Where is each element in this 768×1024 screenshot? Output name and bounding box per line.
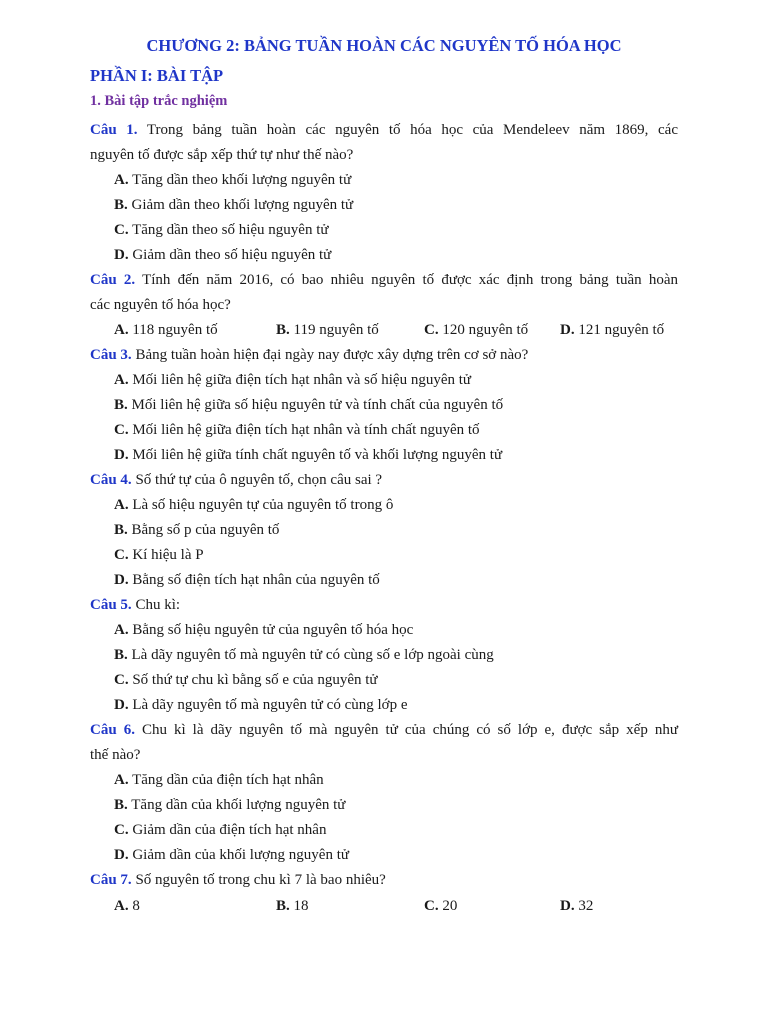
option-letter: B. xyxy=(114,647,128,663)
option-letter: A. xyxy=(114,322,129,338)
question-1-option-a xyxy=(114,171,351,189)
question-7-option-c xyxy=(424,897,457,915)
option-text: Tăng dần của khối lượng nguyên tử xyxy=(131,797,346,813)
option-text: Tăng dần theo số hiệu nguyên tử xyxy=(132,222,329,238)
question-2-option-d xyxy=(560,321,664,339)
question-2-option-a xyxy=(114,321,218,339)
question-6-option-a xyxy=(114,771,324,789)
question-5-line-1 xyxy=(90,596,678,614)
option-text: Số thứ tự chu kì bằng số e của nguyên tử xyxy=(132,672,378,688)
question-4-option-d xyxy=(114,571,380,589)
question-6-label: Câu 6. xyxy=(90,722,135,738)
option-text: Tăng dần của điện tích hạt nhân xyxy=(132,772,324,788)
option-text: Là dãy nguyên tố mà nguyên tử có cùng lớp e xyxy=(132,697,408,713)
question-1-line-1 xyxy=(90,121,678,139)
option-text: 119 nguyên tố xyxy=(293,322,379,338)
option-letter: A. xyxy=(114,898,129,914)
question-6-option-c xyxy=(114,821,326,839)
question-2-label: Câu 2. xyxy=(90,272,136,288)
option-text: Tăng dần theo khối lượng nguyên tử xyxy=(132,172,352,188)
question-1-line-2: nguyên tố được sắp xếp thứ tự như thế nào? xyxy=(90,147,354,163)
option-letter: C. xyxy=(424,898,439,914)
option-text: Bằng số p của nguyên tố xyxy=(131,522,280,538)
option-letter: D. xyxy=(560,898,575,914)
question-4-option-c xyxy=(114,546,204,564)
option-text: Giảm dần theo số hiệu nguyên tử xyxy=(132,247,332,263)
option-letter: B. xyxy=(114,197,128,213)
question-2-line-2: các nguyên tố hóa học? xyxy=(90,297,231,313)
question-7-option-a xyxy=(114,897,140,915)
question-7-text: Số nguyên tố trong chu kì 7 là bao nhiêu? xyxy=(135,872,386,888)
option-text: Bằng số hiệu nguyên tử của nguyên tố hóa học xyxy=(132,622,414,638)
option-letter: D. xyxy=(114,447,129,463)
question-4-option-a xyxy=(114,496,393,514)
question-3-line-1 xyxy=(90,346,678,364)
option-text: Mối liên hệ giữa tính chất nguyên tố và khối lượng nguyên tử xyxy=(132,447,503,463)
option-text: 8 xyxy=(132,898,140,914)
option-text: Mối liên hệ giữa điện tích hạt nhân và số hiệu nguyên tử xyxy=(132,372,472,388)
question-1-text: Trong bảng tuần hoàn các nguyên tố hóa học của Mendeleev năm 1869, các xyxy=(146,122,678,138)
option-letter: D. xyxy=(114,572,129,588)
question-3-option-a xyxy=(114,371,471,389)
option-letter: D. xyxy=(114,847,129,863)
section-title: 1. Bài tập trắc nghiệm xyxy=(90,93,228,109)
option-letter: A. xyxy=(114,622,129,638)
question-5-option-a xyxy=(114,621,413,639)
question-4-text: Số thứ tự của ô nguyên tố, chọn câu sai ? xyxy=(135,472,383,488)
option-letter: B. xyxy=(276,898,290,914)
part-title: PHẦN I: BÀI TẬP xyxy=(90,66,224,85)
question-1-option-d xyxy=(114,246,331,264)
option-text: Là số hiệu nguyên tự của nguyên tố trong ô xyxy=(132,497,394,513)
option-letter: C. xyxy=(114,672,129,688)
question-2-text: Tính đến năm 2016, có bao nhiêu nguyên tố được xác định trong bảng tuần hoàn xyxy=(142,272,678,288)
option-letter: C. xyxy=(114,222,129,238)
question-7-option-b xyxy=(276,897,309,915)
option-text: Giảm dần của khối lượng nguyên tử xyxy=(132,847,349,863)
question-6-text: Chu kì là dãy nguyên tố mà nguyên tử của chúng có số lớp e, được sắp xếp như xyxy=(141,722,678,738)
question-7-line-1 xyxy=(90,871,678,889)
question-6-line-2: thế nào? xyxy=(90,747,141,763)
option-letter: B. xyxy=(276,322,290,338)
question-1-label: Câu 1. xyxy=(90,122,138,138)
question-5-option-d xyxy=(114,696,408,714)
option-text: Kí hiệu là P xyxy=(132,547,204,563)
question-2-option-b xyxy=(276,321,379,339)
option-text: 118 nguyên tố xyxy=(132,322,218,338)
option-letter: C. xyxy=(424,322,439,338)
option-text: Giảm dần theo khối lượng nguyên tử xyxy=(131,197,354,213)
question-7-option-d xyxy=(560,897,593,915)
question-5-option-b xyxy=(114,646,494,664)
option-text: Bằng số điện tích hạt nhân của nguyên tố xyxy=(132,572,380,588)
question-1-option-b xyxy=(114,196,353,214)
option-letter: D. xyxy=(114,247,129,263)
option-letter: C. xyxy=(114,422,129,438)
option-text: Mối liên hệ giữa số hiệu nguyên tử và tính chất của nguyên tố xyxy=(131,397,504,413)
option-letter: A. xyxy=(114,497,129,513)
option-letter: A. xyxy=(114,372,129,388)
question-5-option-c xyxy=(114,671,378,689)
option-text: Mối liên hệ giữa điện tích hạt nhân và tính chất nguyên tố xyxy=(132,422,480,438)
question-6-line-1 xyxy=(90,721,678,739)
option-letter: A. xyxy=(114,772,129,788)
option-text: Là dãy nguyên tố mà nguyên tử có cùng số e lớp ngoài cùng xyxy=(131,647,494,663)
option-letter: B. xyxy=(114,522,128,538)
question-7-label: Câu 7. xyxy=(90,872,132,888)
question-5-text: Chu kì: xyxy=(135,597,181,613)
question-4-option-b xyxy=(114,521,279,539)
question-5-label: Câu 5. xyxy=(90,597,132,613)
option-letter: B. xyxy=(114,397,128,413)
question-2-line-1 xyxy=(90,271,678,289)
question-3-text: Bảng tuần hoàn hiện đại ngày nay được xây dựng trên cơ sở nào? xyxy=(135,347,529,363)
option-letter: C. xyxy=(114,547,129,563)
question-3-option-c xyxy=(114,421,480,439)
question-3-option-b xyxy=(114,396,503,414)
question-4-line-1 xyxy=(90,471,678,489)
option-letter: A. xyxy=(114,172,129,188)
option-text: 18 xyxy=(293,898,309,914)
question-4-label: Câu 4. xyxy=(90,472,132,488)
option-text: 121 nguyên tố xyxy=(578,322,665,338)
option-text: Giảm dần của điện tích hạt nhân xyxy=(132,822,327,838)
option-text: 32 xyxy=(578,898,594,914)
option-letter: D. xyxy=(114,697,129,713)
question-3-option-d xyxy=(114,446,502,464)
question-1-option-c xyxy=(114,221,329,239)
question-3-label: Câu 3. xyxy=(90,347,132,363)
option-text: 120 nguyên tố xyxy=(442,322,529,338)
option-text: 20 xyxy=(442,898,458,914)
option-letter: D. xyxy=(560,322,575,338)
question-6-option-d xyxy=(114,846,349,864)
question-6-option-b xyxy=(114,796,345,814)
chapter-title: CHƯƠNG 2: BẢNG TUẦN HOÀN CÁC NGUYÊN TỐ HÓA HỌC xyxy=(146,36,622,55)
option-letter: C. xyxy=(114,822,129,838)
option-letter: B. xyxy=(114,797,128,813)
question-2-option-c xyxy=(424,321,528,339)
